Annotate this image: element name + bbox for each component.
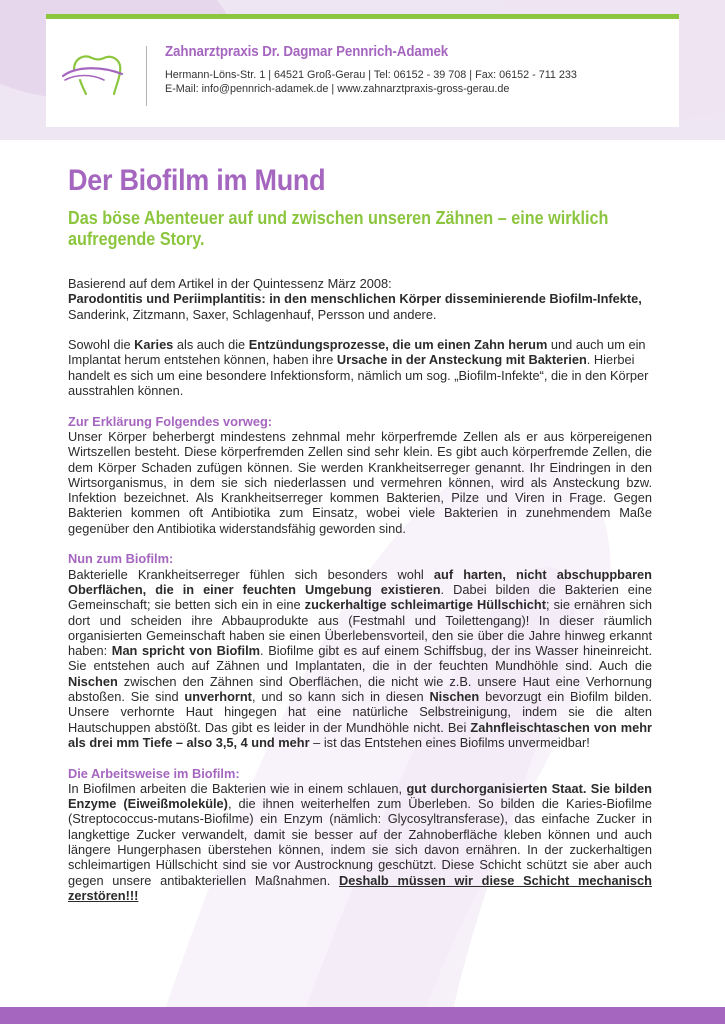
paragraph-causes: Sowohl die Karies als auch die Entzündungsprozesse, die um einen Zahn herum und auch um ein Implantat herum entstehen können, haben ihre Ursache in der Ansteckung mit Bakterien. Hierbei handelt es sich um eine besondere Infektionsform, nämlich um sog. „Biofilm-Infekte“, die in den Körper ausstrahlen können. xyxy=(68,337,649,399)
header-accent-line xyxy=(46,14,679,19)
section-heading: Zur Erklärung Folgendes vorweg: xyxy=(68,413,273,429)
article-title: Der Biofilm im Mund xyxy=(68,164,326,197)
section-explanation xyxy=(68,414,652,536)
section-biofilm xyxy=(68,551,652,750)
letterhead xyxy=(46,14,679,127)
source-reference xyxy=(68,276,652,322)
tooth-logo-icon xyxy=(62,50,128,96)
section-text: Unser Körper beherbergt mindestens zehnmal mehr körperfremde Zellen als er aus körpereigenen Wirtszellen besteht. Diese körperfremden Zellen sind sehr klein. Es gibt auch körperfremde Zellen, die dem Körper Schaden zufügen können. Sie werden Krankheitserreger genannt. Ihr Eindringen in den Wirtsorganismus, in dem sie sich niederlassen und vermehren können, wird als Ansteckung bzw. Infektion bezeichnet. Als Krankheitserreger kommen Bakterien, Pilze und Viren in Frage. Gegen Bakterien kommen oft Antibiotika zum Einsatz, wobei viele Bakterien in zunehmendem Maße gegenüber den Antibiotika widerstandsfähig geworden sind. xyxy=(68,428,652,536)
source-intro: Basierend auf dem Artikel in der Quintessenz März 2008: xyxy=(68,276,392,291)
source-article-title: Parodontitis und Periimplantitis: in den menschlichen Körper disseminierende Biofilm-Infekte, xyxy=(68,291,642,307)
source-authors: Sanderink, Zitzmann, Saxer, Schlagenhauf, Persson und andere. xyxy=(68,306,437,322)
header-divider xyxy=(146,46,147,106)
section-text: Bakterielle Krankheitserreger fühlen sich besonders wohl auf harten, nicht abschuppbaren Oberflächen, die in einer feuchten Umgebung existieren. Dabei bilden die Bakterien eine Gemeinschaft; sie betten sich ein in eine zuckerhaltige schleimartige Hüllschicht; sie ernähren sich dort und scheiden ihre Abbauprodukte aus (Festmahl und Toilettengang)! In dieser räumlich organisierten Gemeinschaft haben sie einen Überlebensvorteil, den sie über die Jahre hinweg erkannt haben: Man spricht von Biofilm. Biofilme gibt es auf einem Schiffsbug, der ins Wasser hineinreicht. Sie entstehen auch auf Zähnen und Implantaten, die in der feuchten Mundhöhle sind. Auch die Nischen zwischen den Zähnen sind Oberflächen, die nicht wie z.B. unsere Haut eine Verhornung abstoßen. Sie sind unverhornt, und so kann sich in diesen Nischen bevorzugt ein Biofilm bilden. Unsere verhornte Haut hingegen hat eine natürliche Selbstreinigung, indem sie die alten Hautschuppen abstößt. Das gibt es leider in der Mundhöhle nicht. Bei Zahnfleischtaschen von mehr als drei mm Tiefe – also 3,5, 4 und mehr – ist das Entstehen eines Biofilms unvermeidbar! xyxy=(68,566,653,750)
section-heading: Die Arbeitsweise im Biofilm: xyxy=(68,765,240,781)
footer-bar xyxy=(0,1007,725,1024)
section-biofilm-workings xyxy=(68,766,652,904)
practice-contact: E-Mail: info@pennrich-adamek.de | www.zahnarztpraxis-gross-gerau.de xyxy=(165,83,510,95)
section-heading: Nun zum Biofilm: xyxy=(68,551,174,567)
article xyxy=(68,164,652,903)
practice-address: Hermann-Löns-Str. 1 | 64521 Groß-Gerau | Tel: 06152 - 39 708 | Fax: 06152 - 711 233 xyxy=(165,69,577,81)
practice-name: Zahnarztpraxis Dr. Dagmar Pennrich-Adamek xyxy=(165,44,449,60)
emphasis-conclusion: Deshalb müssen wir diese Schicht mechanisch zerstören!!! xyxy=(68,872,652,903)
section-text: In Biofilmen arbeiten die Bakterien wie in einem schlauen, gut durchorganisierten Staat. Sie bilden Enzyme (Eiweißmoleküle), die ihnen weiterhelfen zum Überleben. So bilden die Karies-Biofilme (Streptococcus-mutans-Biofilme) ein Enzym (nämlich: Glycosyltransferase), das einfache Zucker in langkettige Zucker verwandelt, damit sie besser auf der Zahnoberfläche kleben können und auch längere Hungerphasen überstehen können, indem sie sich davon ernähren. In der zuckerhaltigen schleimartigen Hüllschicht sind sie vor Austrocknung geschützt. Diese Schicht schützt sie aber auch gegen unsere antibakteriellen Maßnahmen. Deshalb müssen wir diese Schicht mechanisch zerstören!!! xyxy=(68,780,653,903)
article-subtitle: Das böse Abenteuer auf und zwischen unseren Zähnen – eine wirklich aufregende Story. xyxy=(68,208,609,249)
